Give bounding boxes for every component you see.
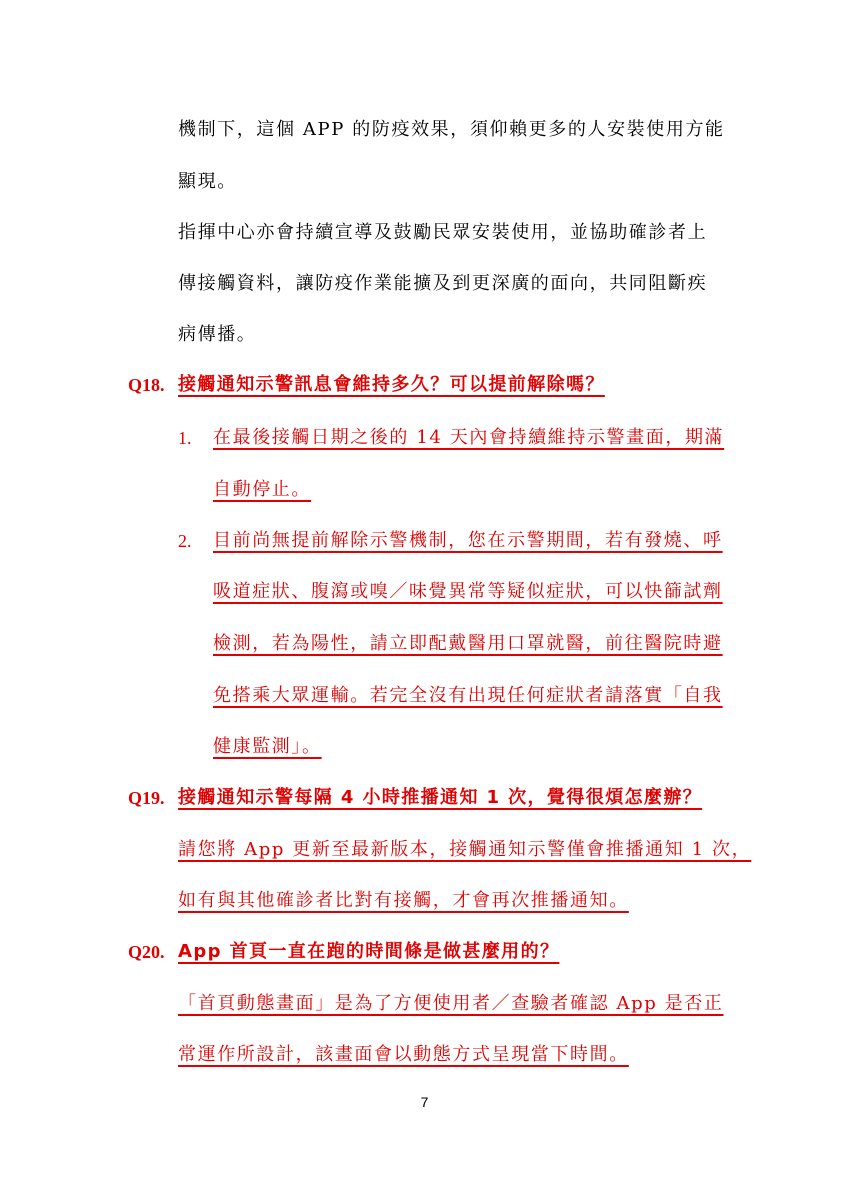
q19-answer-line: 如有與其他確診者比對有接觸，才會再次推播通知。 xyxy=(178,890,629,911)
q20-answer-line: 常運作所設計，該畫面會以動態方式呈現當下時間。 xyxy=(178,1044,629,1065)
q18-item-2-line: 免搭乘大眾運輸。若完全沒有出現任何症狀者請落實「自我 xyxy=(213,685,723,706)
q18-question: 接觸通知示警訊息會維持多久？可以提前解除嗎？ xyxy=(178,374,605,395)
intro-line: 病傳播。 xyxy=(178,324,257,345)
q20-number: Q20. xyxy=(128,942,165,962)
q18-item-2-marker: 2. xyxy=(178,531,192,551)
q18-item-2-line: 健康監測」。 xyxy=(213,736,322,757)
intro-line: 傳接觸資料，讓防疫作業能擴及到更深廣的面向，共同阻斷疾 xyxy=(178,273,708,294)
intro-line: 指揮中心亦會持續宣導及鼓勵民眾安裝使用，並協助確診者上 xyxy=(178,222,708,243)
q19-answer-line: 請您將 App 更新至最新版本，接觸通知示警僅會推播通知 1 次， xyxy=(178,839,752,860)
q20-answer-line: 「首頁動態畫面」是為了方便使用者／查驗者確認 App 是否正 xyxy=(178,993,724,1014)
q18-item-2-line: 吸道症狀、腹瀉或嗅／味覺異常等疑似症狀，可以快篩試劑 xyxy=(213,581,723,602)
q18-item-2-line: 目前尚無提前解除示警機制，您在示警期間，若有發燒、呼 xyxy=(213,530,723,551)
q18-item-1-line: 在最後接觸日期之後的 14 天內會持續維持示警畫面，期滿 xyxy=(213,427,725,448)
intro-line: 顯現。 xyxy=(178,171,237,192)
q18-item-1-marker: 1. xyxy=(178,428,192,448)
q20-question: App 首頁一直在跑的時間條是做甚麼用的？ xyxy=(178,941,560,962)
q18-number: Q18. xyxy=(128,375,165,395)
page-number: 7 xyxy=(420,1094,429,1110)
q18-item-1-line: 自動停止。 xyxy=(213,479,311,500)
q19-number: Q19. xyxy=(128,788,165,808)
intro-line: 機制下，這個 APP 的防疫效果，須仰賴更多的人安裝使用方能 xyxy=(178,119,725,140)
q19-question: 接觸通知示警每隔 4 小時推播通知 1 次，覺得很煩怎麼辦？ xyxy=(178,787,703,808)
q18-item-2-line: 檢測，若為陽性，請立即配戴醫用口罩就醫，前往醫院時避 xyxy=(213,633,723,654)
